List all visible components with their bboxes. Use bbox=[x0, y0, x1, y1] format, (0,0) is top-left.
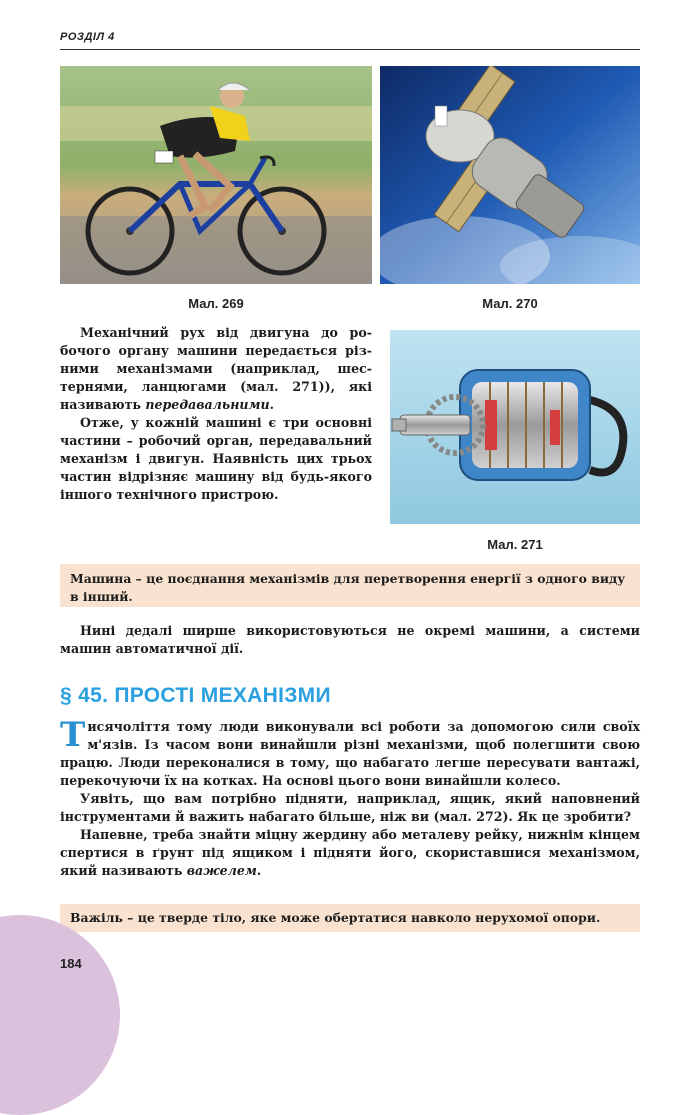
paragraph-machine-parts: Отже, у кожній машині є три основні частини – робочий орган, передавальний механізм і двигун. Наявність цих трьох частин відрізняє машину від будь-якого іншого технічного пристрою. bbox=[60, 415, 372, 502]
spacecraft-photo bbox=[380, 66, 640, 284]
figure-271-caption: Мал. 271 bbox=[487, 537, 543, 552]
cyclist-photo bbox=[60, 66, 372, 284]
paragraph-lever-intro: Напевне, треба знайти міцну жердину або металеву рейку, нижнім кінцем спертися в ґрунт під ящиком і підняти його, скориставшися механізмом, який називають важелем. bbox=[60, 827, 640, 878]
section-body bbox=[60, 715, 640, 880]
header-rule bbox=[60, 49, 640, 50]
definition-machine: Машина – це поєднання механізмів для перетворення енергії з одного виду в інший. bbox=[60, 564, 640, 607]
paragraph-transmission: Механічний рух від двигуна до робочого органу машини передається різними механізмами (наприклад, шестернями, ланцюгами (мал. 271)), які називають передавальними. bbox=[60, 325, 372, 412]
page-number: 184 bbox=[60, 956, 82, 971]
systems-text bbox=[60, 622, 640, 658]
intro-text bbox=[60, 324, 372, 504]
definition-lever: Важіль – це тверде тіло, яке може обертатися навколо нерухомої опори. bbox=[60, 904, 640, 932]
mechanism-photo bbox=[390, 330, 640, 524]
section-header-label: РОЗДІЛ 4 bbox=[60, 31, 115, 43]
section-title: § 45. ПРОСТІ МЕХАНІЗМИ bbox=[60, 684, 331, 707]
figure-269-caption: Мал. 269 bbox=[188, 296, 244, 311]
figure-270-caption: Мал. 270 bbox=[482, 296, 538, 311]
paragraph-history: Тисячоліття тому люди виконували всі роботи за допомогою сили своїх м'язів. Із часом вони винайшли різні механізми, щоб полегшити свою працю. Люди переконалися в тому, що набагато легше пересувати вантажі, перекочуючи їх на котках. На основі цього вони винайшли колесо. bbox=[60, 715, 640, 788]
term-transmission: передавальними bbox=[145, 397, 270, 412]
term-lever: важелем bbox=[186, 863, 257, 878]
corner-decoration bbox=[0, 915, 120, 1115]
paragraph-box-example: Уявіть, що вам потрібно підняти, наприклад, ящик, який наповнений інструментами й важить набагато більше, ніж ви (мал. 272). Як це зробити? bbox=[60, 791, 640, 824]
drop-cap: Т bbox=[60, 715, 86, 755]
paragraph-systems: Нині дедалі ширше використовуються не окремі машини, а системи машин автоматичної дії. bbox=[60, 623, 640, 656]
